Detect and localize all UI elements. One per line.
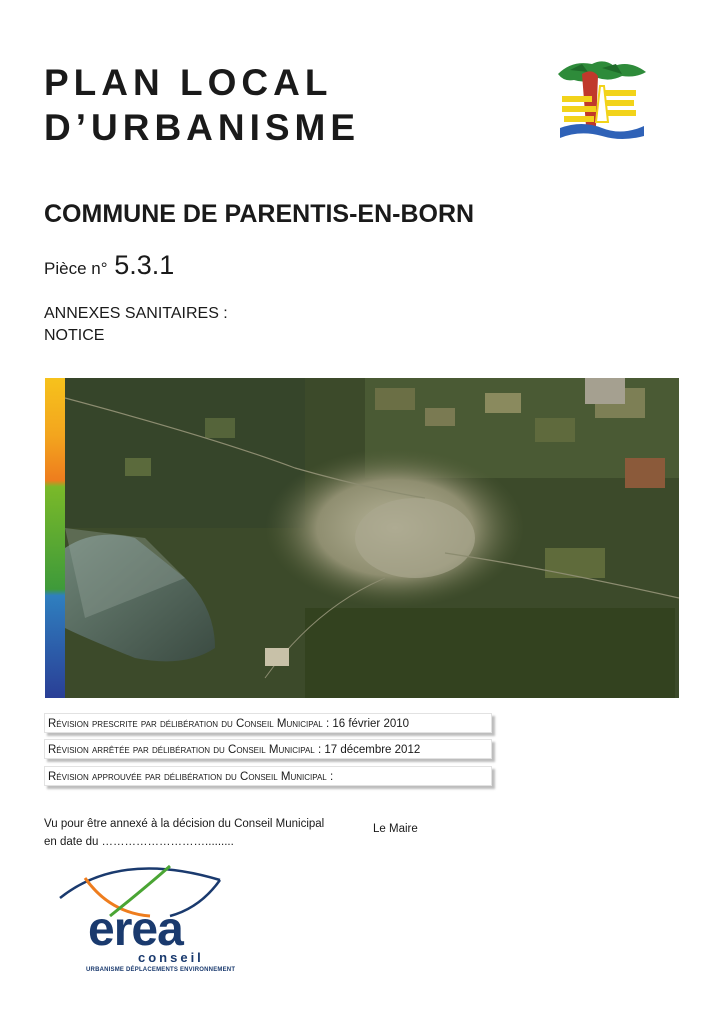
revision-prescribed (44, 713, 492, 733)
commune-logo (552, 56, 652, 142)
title-line-1: PLAN LOCAL (44, 62, 333, 103)
revision-approved (44, 766, 492, 786)
approval-note (44, 815, 324, 851)
piece-number-line (44, 250, 174, 281)
piece-number: 5.3.1 (114, 250, 175, 280)
commune-name: COMMUNE DE PARENTIS-EN-BORN (44, 200, 475, 228)
revision-date: 16 février 2010 (332, 718, 410, 730)
approval-line-2: en date du ………………………......... (44, 836, 234, 848)
mayor-signature-label: Le Maire (373, 823, 418, 835)
title-line-2: D’URBANISME (44, 107, 361, 148)
revision-date: 17 décembre 2012 (324, 744, 421, 756)
document-title (44, 60, 360, 150)
revision-label: Révision approuvée par délibération du Conseil Municipal : (48, 771, 334, 783)
revision-adopted (44, 739, 492, 759)
revision-label: Révision prescrite par délibération du Conseil Municipal : (48, 718, 333, 730)
erea-logo-wordmark: erea (88, 903, 183, 956)
color-stripe (45, 378, 65, 698)
piece-label: Pièce n° (44, 259, 108, 278)
document-subject (44, 303, 228, 347)
approval-line-1: Vu pour être annexé à la décision du Conseil Municipal (44, 818, 325, 830)
erea-logo-tagline: URBANISME DÉPLACEMENTS ENVIRONNEMENT (86, 967, 236, 973)
annexes-line-1: ANNEXES SANITAIRES : (44, 305, 228, 322)
erea-logo-subtitle: conseil (138, 950, 204, 965)
aerial-photo (65, 378, 679, 698)
annexes-line-2: NOTICE (44, 327, 105, 344)
revision-label: Révision arrêtée par délibération du Conseil Municipal : (48, 744, 325, 756)
